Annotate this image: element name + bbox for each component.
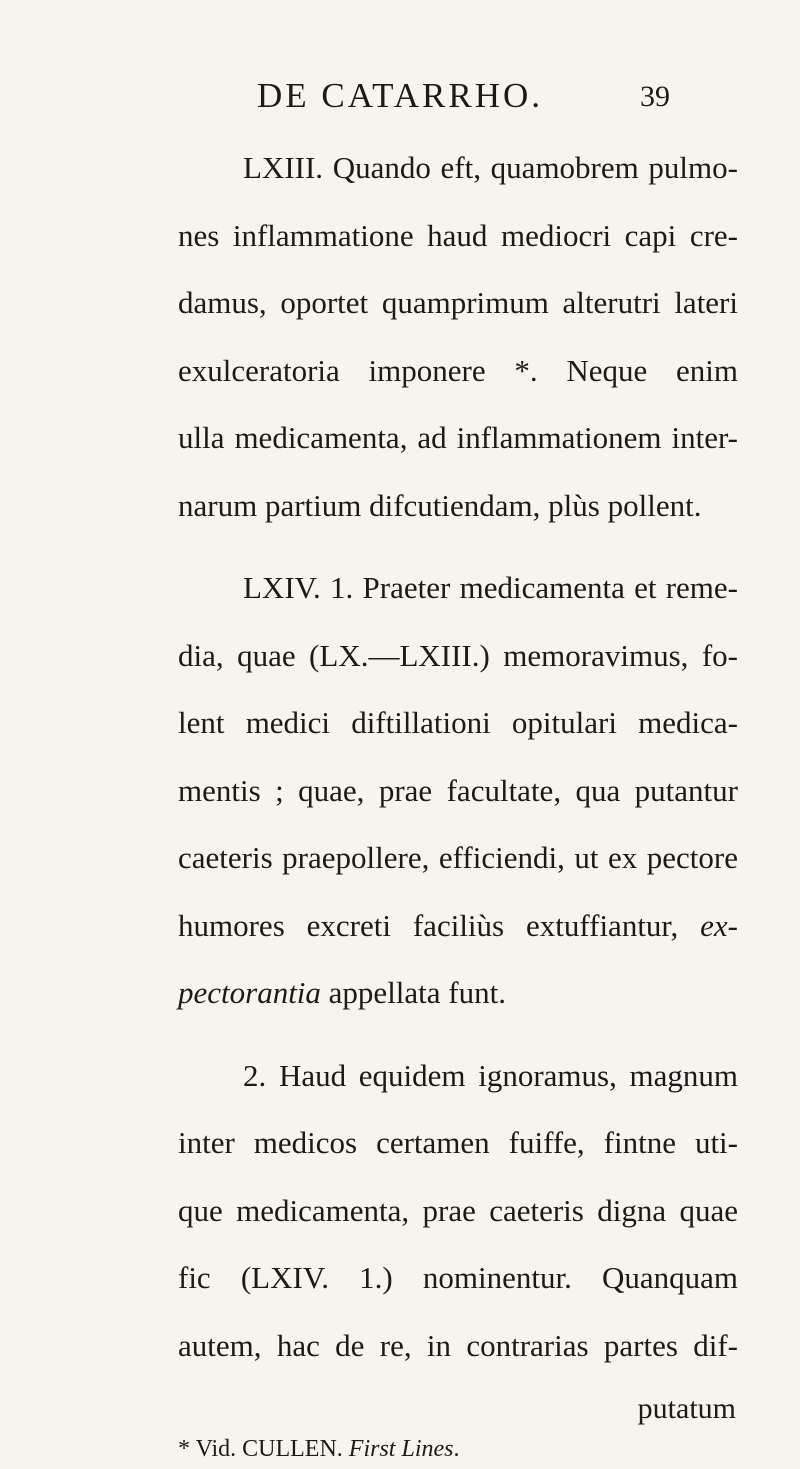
text-line: narum partium difcutiendam, plùs pollent. [178, 488, 702, 523]
text-line: fic (LXIV. 1.) nominentur. Quanquam [178, 1260, 738, 1295]
text-line: LXIV. 1. Praeter medicamenta et reme- [243, 570, 738, 605]
text-line: autem, hac de re, in contrarias partes dif- [178, 1328, 738, 1363]
text-line: mentis ; quae, prae facultate, qua putantur [178, 773, 738, 808]
catchword: putatum [637, 1392, 736, 1425]
text-line: damus, oportet quamprimum alterutri lateri [178, 285, 738, 320]
footnote-marker: * [178, 1436, 190, 1462]
text-line: inter medicos certamen fuiffe, fintne uti- [178, 1125, 738, 1160]
page-title: DE CATARRHO. [257, 76, 543, 115]
footnote [178, 1436, 459, 1463]
page-number: 39 [640, 80, 670, 113]
text-line: dia, quae (LX.—LXIII.) memoravimus, fo- [178, 638, 738, 673]
footnote-text: Vid. CULLEN. First Lines. [195, 1436, 460, 1462]
running-head [130, 76, 670, 116]
text-line: 2. Haud equidem ignoramus, magnum [243, 1058, 738, 1093]
text-line: humores excreti faciliùs extuffiantur, ex- [178, 908, 738, 943]
text-line: exulceratoria imponere *. Neque enim [178, 353, 738, 388]
text-line: nes inflammatione haud mediocri capi cre- [178, 218, 738, 253]
text-line: que medicamenta, prae caeteris digna quae [178, 1193, 738, 1228]
text-line: caeteris praepollere, efficiendi, ut ex pectore [178, 840, 738, 875]
text-line: lent medici diftillationi opitulari medica- [178, 705, 738, 740]
text-line: ulla medicamenta, ad inflammationem inter- [178, 420, 738, 455]
text-line: pectorantia appellata funt. [178, 975, 506, 1010]
text-line: LXIII. Quando eft, quamobrem pulmo- [243, 150, 738, 185]
